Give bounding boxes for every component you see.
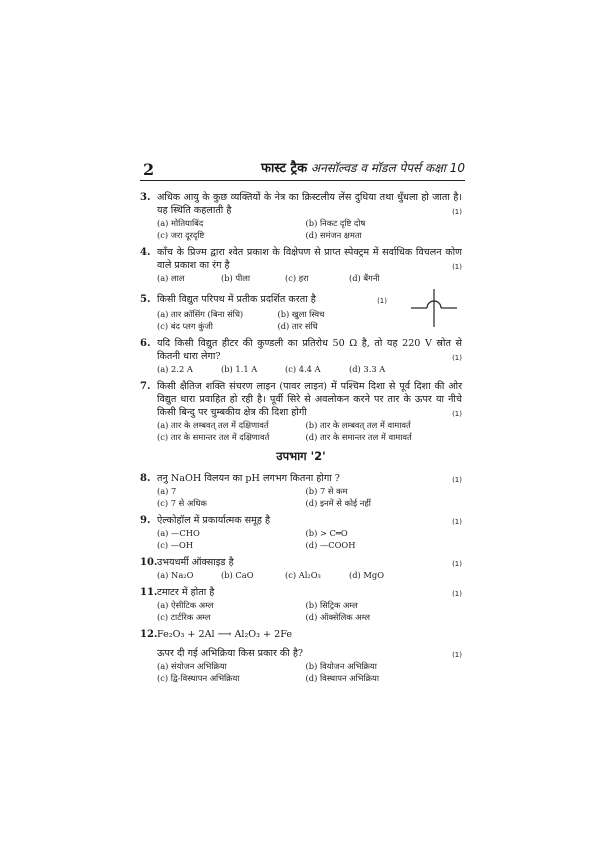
options <box>157 569 407 581</box>
option-a: (a) तार क्रॉसिंग (बिना संधि) <box>157 309 244 319</box>
question-4 <box>140 246 462 284</box>
marks-label: (1) <box>452 651 462 659</box>
option-c: (c) द्वि-विस्थापन अभिक्रिया <box>157 673 240 683</box>
option-d: (d) MgO <box>349 570 385 580</box>
option-b: (b) पीला <box>221 273 251 283</box>
options <box>157 308 392 332</box>
running-head-title: अनसॉल्वड व मॉडल पेपर्स कक्षा 10 <box>310 161 465 175</box>
option-d: (d) इनमें से कोई नहीं <box>305 498 371 508</box>
option-d: (d) तार के समान्तर तल में वामावर्त <box>305 432 412 442</box>
question-number: 4. <box>140 247 151 258</box>
option-a: (a) संयोजन अभिक्रिया <box>157 661 227 671</box>
question-5 <box>140 293 462 332</box>
question-text: तनु NaOH विलयन का pH लगभग कितना होगा ? <box>157 473 340 484</box>
question-text: काँच के प्रिज्म द्वारा श्वेत प्रकाश के विक्षेपण से प्राप्त स्पेक्ट्रम में सर्वाधिक विचलन कोण वाले प्रकाश का रंग है <box>157 247 462 271</box>
option-b: (b) 7 से कम <box>305 486 348 496</box>
option-d: (d) विस्थापन अभिक्रिया <box>305 673 379 683</box>
options <box>157 272 407 284</box>
question-3 <box>140 191 462 241</box>
question-text: ऐल्कोहॉल में प्रकार्यात्मक समूह है <box>157 515 271 526</box>
option-d: (d) समंजन क्षमता <box>305 230 362 240</box>
chemical-equation: Fe₂O₃ + 2Al ⟶ Al₂O₃ + 2Fe <box>157 629 293 640</box>
options <box>157 485 448 509</box>
option-c: (c) बंद प्लग कुंजी <box>157 321 213 331</box>
option-d: (d) —COOH <box>305 540 356 550</box>
option-c: (c) —OH <box>157 540 194 550</box>
wire-crossing-symbol-icon <box>411 289 457 327</box>
question-text: टमाटर में होता है <box>157 587 215 598</box>
question-number: 8. <box>140 473 151 484</box>
option-c: (c) हरा <box>285 273 309 283</box>
option-b: (b) सिट्रिक अम्ल <box>305 600 358 610</box>
marks-label: (1) <box>452 518 462 526</box>
question-number: 3. <box>140 192 151 203</box>
question-text: उभयधर्मी ऑक्साइड है <box>157 557 234 568</box>
option-d: (d) 3.3 A <box>349 364 386 374</box>
question-12 <box>140 628 462 684</box>
question-7 <box>140 380 462 443</box>
question-number: 11. <box>140 587 158 598</box>
question-11 <box>140 586 462 623</box>
question-number: 6. <box>140 338 151 349</box>
option-a: (a) 2.2 A <box>157 364 193 374</box>
question-9 <box>140 514 462 551</box>
question-6 <box>140 337 462 375</box>
option-a: (a) —CHO <box>157 528 200 538</box>
option-d: (d) ऑक्सेलिक अम्ल <box>305 612 371 622</box>
question-number: 7. <box>140 381 151 392</box>
marks-label: (1) <box>452 410 462 418</box>
option-b: (b) > C═O <box>305 528 348 538</box>
question-number: 12. <box>140 629 158 640</box>
page-number: 2 <box>143 160 155 179</box>
option-d: (d) बैंगनी <box>349 273 380 283</box>
option-c: (c) Al₂O₃ <box>285 570 321 580</box>
question-text: यदि किसी विद्युत हीटर की कुण्डली का प्रतिरोध 50 Ω है, तो यह 220 V स्रोत से कितनी धारा लेगा? <box>157 338 462 362</box>
marks-label: (1) <box>452 263 462 271</box>
option-b: (b) 1.1 A <box>221 364 258 374</box>
section-heading: उपभाग '2' <box>276 449 326 463</box>
option-a: (a) तार के लम्बवत् तल में दक्षिणावर्त <box>157 420 269 430</box>
running-head-brand: फास्ट ट्रैक <box>261 161 308 176</box>
options <box>157 660 448 684</box>
option-a: (a) ऐसीटिक अम्ल <box>157 600 214 610</box>
option-b: (b) खुला स्विच <box>277 309 325 319</box>
option-a: (a) लाल <box>157 273 185 283</box>
options <box>157 217 448 241</box>
question-10 <box>140 556 462 581</box>
question-8 <box>140 472 462 509</box>
question-text: किसी क्षैतिज शक्ति संचरण लाइन (पावर लाइन) में पश्चिम दिशा से पूर्व दिशा की ओर विद्युत धारा प्रवाहित हो रही है। पूर्वी सिरे से अवलोकन करने पर तार के ऊपर या नीचे किसी बिन्दु पर चुम्बकीय क्षेत्र की दिशा होगी <box>157 381 462 418</box>
marks-label: (1) <box>377 297 387 305</box>
marks-label: (1) <box>452 354 462 362</box>
question-text: किसी विद्युत परिपथ में प्रतीक प्रदर्शित करता है <box>157 294 316 305</box>
option-c: (c) 4.4 A <box>285 364 321 374</box>
question-text: ऊपर दी गई अभिक्रिया किस प्रकार की है? <box>157 648 304 659</box>
option-b: (b) निकट दृष्टि दोष <box>305 218 366 228</box>
marks-label: (1) <box>452 476 462 484</box>
question-number: 5. <box>140 294 151 305</box>
option-c: (c) तार के समान्तर तल में दक्षिणावर्त <box>157 432 270 442</box>
option-b: (b) तार के लम्बवत् तल में वामावर्त <box>305 420 411 430</box>
option-c: (c) जरा दूरदृष्टि <box>157 230 205 240</box>
marks-label: (1) <box>452 560 462 568</box>
option-c: (c) टार्टरिक अम्ल <box>157 612 211 622</box>
option-b: (b) वियोजन अभिक्रिया <box>305 661 377 671</box>
option-a: (a) Na₂O <box>157 570 194 580</box>
marks-label: (1) <box>452 590 462 598</box>
question-list <box>140 191 462 689</box>
option-c: (c) 7 से अधिक <box>157 498 207 508</box>
option-a: (a) 7 <box>157 486 177 496</box>
question-text: अधिक आयु के कुछ व्यक्तियों के नेत्र का क्रिस्टलीय लेंस दुधिया तथा धुँधला हो जाता है। यह स्थिति कहलाती है <box>157 192 462 216</box>
options <box>157 599 448 623</box>
options <box>157 527 448 551</box>
header-rule <box>140 180 465 181</box>
option-b: (b) CaO <box>221 570 254 580</box>
option-d: (d) तार संधि <box>277 321 318 331</box>
options <box>157 363 407 375</box>
options <box>157 419 448 443</box>
marks-label: (1) <box>452 208 462 216</box>
running-head <box>250 158 465 176</box>
question-number: 9. <box>140 515 151 526</box>
option-a: (a) मोतियाबिंद <box>157 218 204 228</box>
question-number: 10. <box>140 557 158 568</box>
